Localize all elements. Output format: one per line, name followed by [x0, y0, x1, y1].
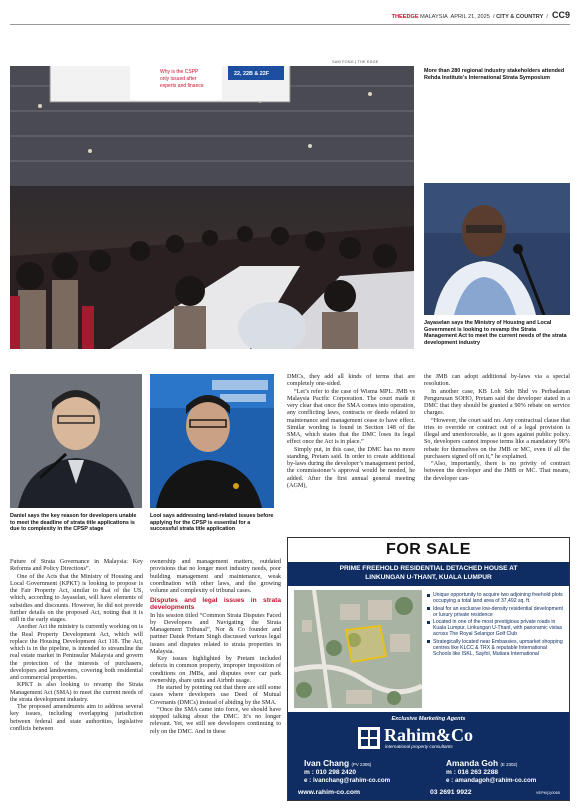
- rahim-co-logo: [358, 725, 498, 751]
- slide-text-1: Why is the CSPP: [160, 69, 199, 75]
- paragraph: He started by pointing out that there are still some cases where developers use Deed of Mutual Covenants (DMCs) instead of abiding by the SMA.: [150, 685, 281, 706]
- article-column-2: [150, 559, 281, 736]
- ad-feature-item: Unique opportunity to acquire two adjoining freehold plots occupying a total land area of 37,492 sq. ft.: [426, 592, 566, 604]
- property-advertisement: [287, 537, 570, 801]
- paragraph: Future of Strata Governance in Malaysia: Key Reforms and Policy Directions”.: [10, 559, 143, 573]
- paragraph: ownership and management matters, outdated provisions that no longer meet industry needs, poor building management and maintenance, weak coordination with other laws, and the growing volume and complexity of tribunal cases.: [150, 559, 281, 594]
- agent-amanda-goh: [446, 758, 566, 784]
- daniel-portrait: [10, 374, 142, 508]
- agent-email: e : amandagoh@rahim-co.com: [446, 777, 537, 784]
- aerial-site-map: [294, 590, 422, 708]
- paragraph: Key issues highlighted by Pretam included defects in common property, improper imposition of conditions on JMBs, and disputes over car park ownership, share units and Airbnb usage.: [150, 656, 281, 684]
- slide-tag: 22, 22B & 22F: [234, 71, 270, 77]
- paragraph: Another Act the ministry is currently working on is the Real Property Development Act, which will replace the Housing Development Act 118. The Act, which is in the pipeline, is intended to streamline the real estate market in Peninsular Malaysia and govern the protection of the interests of purchasers, developers and landowners, covering both residential and commercial properties.: [10, 624, 143, 681]
- agent-phone: m : 010 298 2420: [304, 769, 357, 776]
- paragraph: DMCs, they add all kinds of terms that are completely one-sided.: [287, 374, 415, 388]
- article-column-1: [10, 559, 143, 733]
- aerial-map-illustration: [294, 590, 422, 708]
- brand-name: THEEDGE: [391, 14, 419, 20]
- paragraph: “However, the court said no. Any contractual clause that tries to override or contract out of a legal provision is illegal and unenforceable, as it goes against public policy. So, developers cannot impose terms like a mandatory 90% rebate for themselves on the JMB or MC, even if all the purchasers signed off on it,” he explained.: [424, 417, 570, 460]
- ad-feature-item: Ideal for an exclusive low-density residential development or luxury private residence: [426, 606, 566, 618]
- ad-heading: FOR SALE: [386, 541, 471, 558]
- symposium-illustration: [10, 66, 414, 349]
- looi-illustration: [150, 374, 274, 508]
- agent-reg: (PV 2306): [351, 762, 372, 767]
- agent-name: Amanda Goh: [446, 758, 499, 768]
- symposium-audience-photo: [10, 66, 414, 349]
- daniel-caption: Daniel says the key reason for developers unable to meet the deadline of strata title applications is due to complexity in the CPSP stage: [10, 513, 137, 533]
- page-number: CC9: [551, 10, 570, 20]
- folio: THEEDGE MALAYSIA APRIL 21, 2025 / CITY & COUNTRY / CC9: [391, 10, 570, 20]
- agent-ivan-chang: [304, 758, 424, 784]
- exclusive-agents-label: Exclusive Marketing Agents: [391, 716, 466, 722]
- ad-title-line-2: LINKUNGAN U-THANT, KUALA LUMPUR: [365, 573, 492, 581]
- paragraph: “Let’s refer to the case of Wisma MPL. JMB vs Malaysia Pacific Corporation. The court made it very clear that once the SMA comes into operation, any conflicting laws, contracts or deeds related to maintenance and management cease to have effect. Similar wording is found in Section 148 of the SMA, which states that the DMC loses its legal effect once the Act is in place.”: [287, 388, 415, 446]
- paragraph: One of the Acts that the Ministry of Housing and Local Government (KPKT) is looking to propose is the Fair Property Act, similar to that of the US, which, according to Jayaselan, will have elements of subsidies and discounts. However, he did not provide further details on the proposed Act, noting that it is still in the early stages.: [10, 573, 143, 623]
- logo-wordmark: Rahim&Co: [384, 725, 473, 745]
- main-photo-caption: More than 280 regional industry stakeholders attended Rehda Institute's International Strata Symposium: [424, 68, 565, 81]
- photo-credit: SAM FONG | THE EDGE: [332, 60, 379, 64]
- ad-agents-panel: [288, 712, 569, 800]
- rahim-co-mark-icon: [358, 727, 380, 749]
- looi-caption: Looi says addressing land-related issues before applying for the CPSP is essential for a successful strata title application: [150, 513, 274, 533]
- jayaselan-caption: Jayaselan says the Ministry of Housing and Local Government is looking to revamp the Strata Management Act to meet the current needs of the strata development industry: [424, 320, 567, 346]
- section-name: CITY & COUNTRY: [496, 14, 544, 20]
- looi-portrait: [150, 374, 274, 508]
- jayaselan-portrait: [424, 183, 570, 315]
- ad-feature-item: Strategically located near Embassies, upmarket shopping centres like KLCC & TRX & reputable International Schools like ISKL, Sayfol, Mutiara International: [426, 639, 566, 657]
- slide-text-2: only issued after: [160, 76, 197, 82]
- ad-licence-ref: VEPM(1)0065: [536, 791, 560, 795]
- ad-feature-list: [426, 592, 566, 659]
- agent-reg: (E 2302): [500, 762, 518, 767]
- paragraph: “Once the SMA came into force, we should have stopped talking about the DMC. It’s no longer relevant. Yet, we still see developers continuing to rely on the DMC. And in these: [150, 706, 281, 735]
- slide-text-3: experts and finance: [160, 83, 204, 89]
- paragraph: In another case, KB Loh Sdn Bhd vs Perbadanan Pengurusan SOHO, Pretam said the developer stated in a DMC that they should be granted a 90% rebate on service charges.: [424, 388, 570, 417]
- paragraph: The proposed amendments aim to address several key issues, including overlapping jurisdiction between federal and state authorities, legislative conflicts between: [10, 704, 143, 732]
- agent-email: e : ivanchang@rahim-co.com: [304, 777, 391, 784]
- section-subhead: Disputes and legal issues in strata developments: [150, 597, 281, 612]
- article-column-3: [287, 374, 415, 490]
- agent-name: Ivan Chang: [304, 758, 350, 768]
- paragraph: Simply put, in this case, the DMC has no more standing, Pretam said. In order to create additional by-laws during the developer’s management period, the commissioner’s approval would be needed, he added. After the first annual general meeting (AGM),: [287, 446, 415, 489]
- jayaselan-illustration: [424, 183, 570, 315]
- paragraph: KPKT is also looking to revamp the Strata Management Act (SMA) to meet the current needs of the strata development industry.: [10, 682, 143, 703]
- article-column-4: [424, 374, 570, 483]
- page-header: [0, 0, 580, 26]
- ad-telephone: 03 2691 9922: [430, 789, 472, 796]
- ad-website: www.rahim-co.com: [298, 789, 361, 796]
- paragraph: In his session titled “Common Strata Disputes Faced by Developers and Navigating the Strata Management Tribunal”, Nor & Co founder and partner Datuk Pretam Singh discussed various legal issues and disputes related to strata properties in Malaysia.: [150, 612, 281, 655]
- header-rule: [10, 24, 570, 25]
- paragraph: the JMB can adopt additional by-laws via a special resolution.: [424, 374, 570, 388]
- daniel-illustration: [10, 374, 142, 508]
- edition: MALAYSIA: [420, 14, 448, 20]
- ad-feature-item: Located in one of the most prestigious private roads in Kuala Lumpur, Linkungan U-Thant, with panoramic vistas across The Royal Selangor Golf Club: [426, 619, 566, 637]
- ad-title-line-1: PRIME FREEHOLD RESIDENTIAL DETACHED HOUSE AT: [339, 565, 518, 572]
- issue-date: APRIL 21, 2025: [450, 14, 490, 20]
- ad-title-band: [288, 562, 569, 586]
- agent-phone: m : 016 263 2288: [446, 769, 499, 776]
- paragraph: “Also, importantly, there is no privity of contract between the developer and the JMB or MC. That means, the developer can-: [424, 461, 570, 482]
- logo-tagline: international property consultants: [385, 744, 453, 749]
